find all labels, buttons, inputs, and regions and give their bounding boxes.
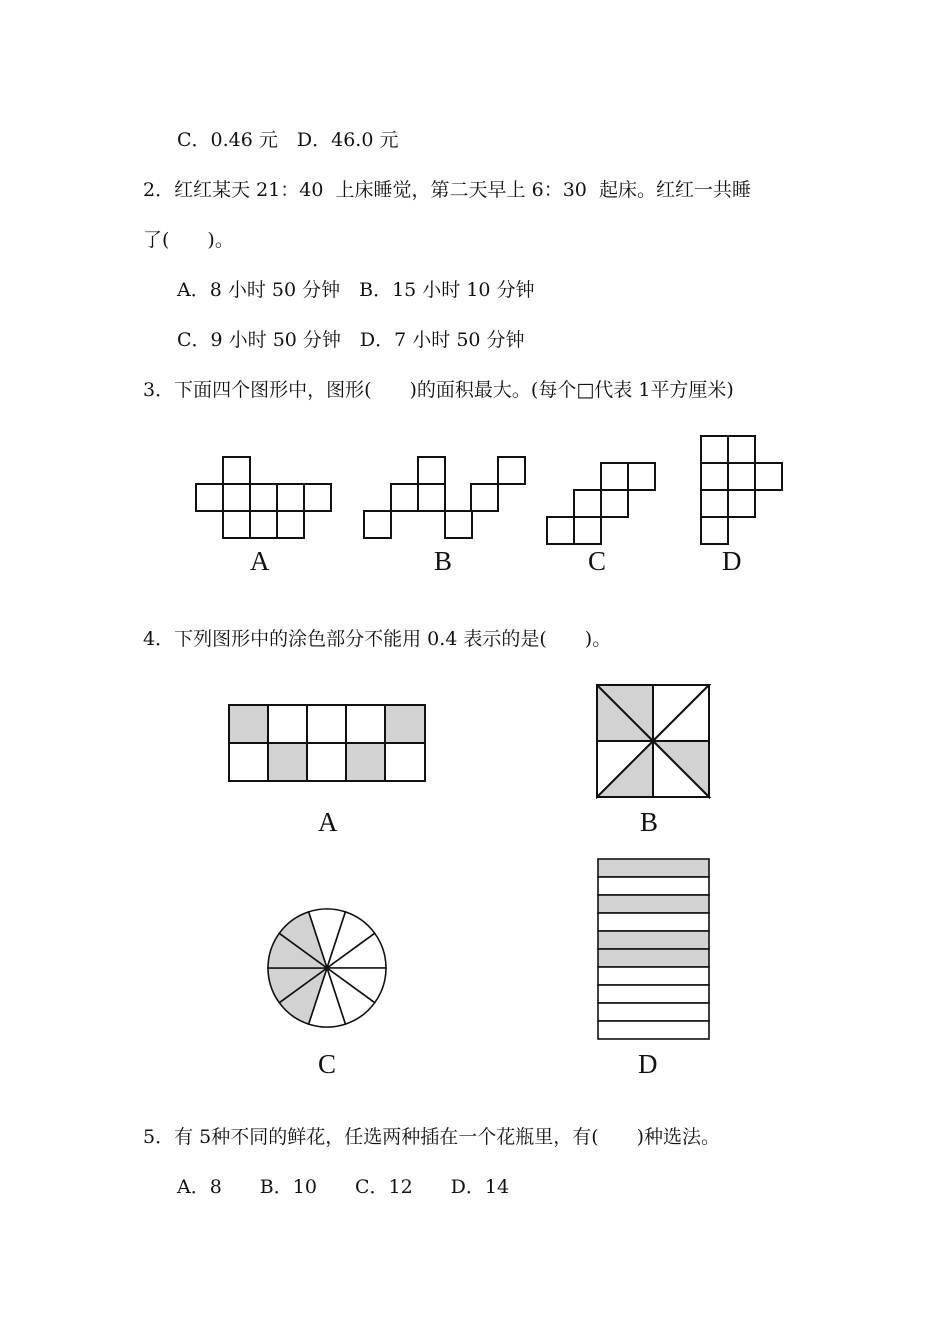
q3-stem: 3．下面四个图形中，图形( )的面积最大。(每个□代表 1平方厘米) <box>143 379 734 401</box>
q4-label-b: B <box>640 807 659 837</box>
q3-figure-a <box>196 457 331 538</box>
q3-figure-c <box>547 463 655 544</box>
q3-label-d: D <box>722 546 742 576</box>
q3-figure-d <box>701 436 782 544</box>
q2-stem-line2: 了( )。 <box>143 229 234 251</box>
q2-stem-line1: 2．红红某天 21：40 上床睡觉，第二天早上 6：30 起床。红红一共睡 <box>143 179 751 201</box>
q5-options: A．8 B．10 C．12 D．14 <box>177 1176 510 1198</box>
q1-options-cd: C．0.46 元 D．46.0 元 <box>177 129 399 151</box>
q3-figures <box>190 430 790 580</box>
q4-label-d: D <box>638 1049 658 1079</box>
q3-label-b: B <box>434 546 453 576</box>
q3-figure-b <box>364 457 525 538</box>
q4-stem: 4．下列图形中的涂色部分不能用 0.4 表示的是( )。 <box>143 628 612 650</box>
q4-label-c: C <box>318 1049 337 1079</box>
q2-options-ab: A．8 小时 50 分钟 B．15 小时 10 分钟 <box>177 279 535 301</box>
q4-figure-a <box>228 704 428 784</box>
q5-stem: 5．有 5种不同的鲜花，任选两种插在一个花瓶里，有( )种选法。 <box>143 1126 721 1148</box>
q3-label-a: A <box>250 546 270 576</box>
q4-figure-d <box>597 858 711 1042</box>
q3-label-c: C <box>588 546 607 576</box>
q2-options-cd: C．9 小时 50 分钟 D．7 小时 50 分钟 <box>177 329 525 351</box>
q4-figure-c <box>267 908 387 1028</box>
q4-label-a: A <box>318 807 338 837</box>
q4-figure-b <box>596 684 712 800</box>
